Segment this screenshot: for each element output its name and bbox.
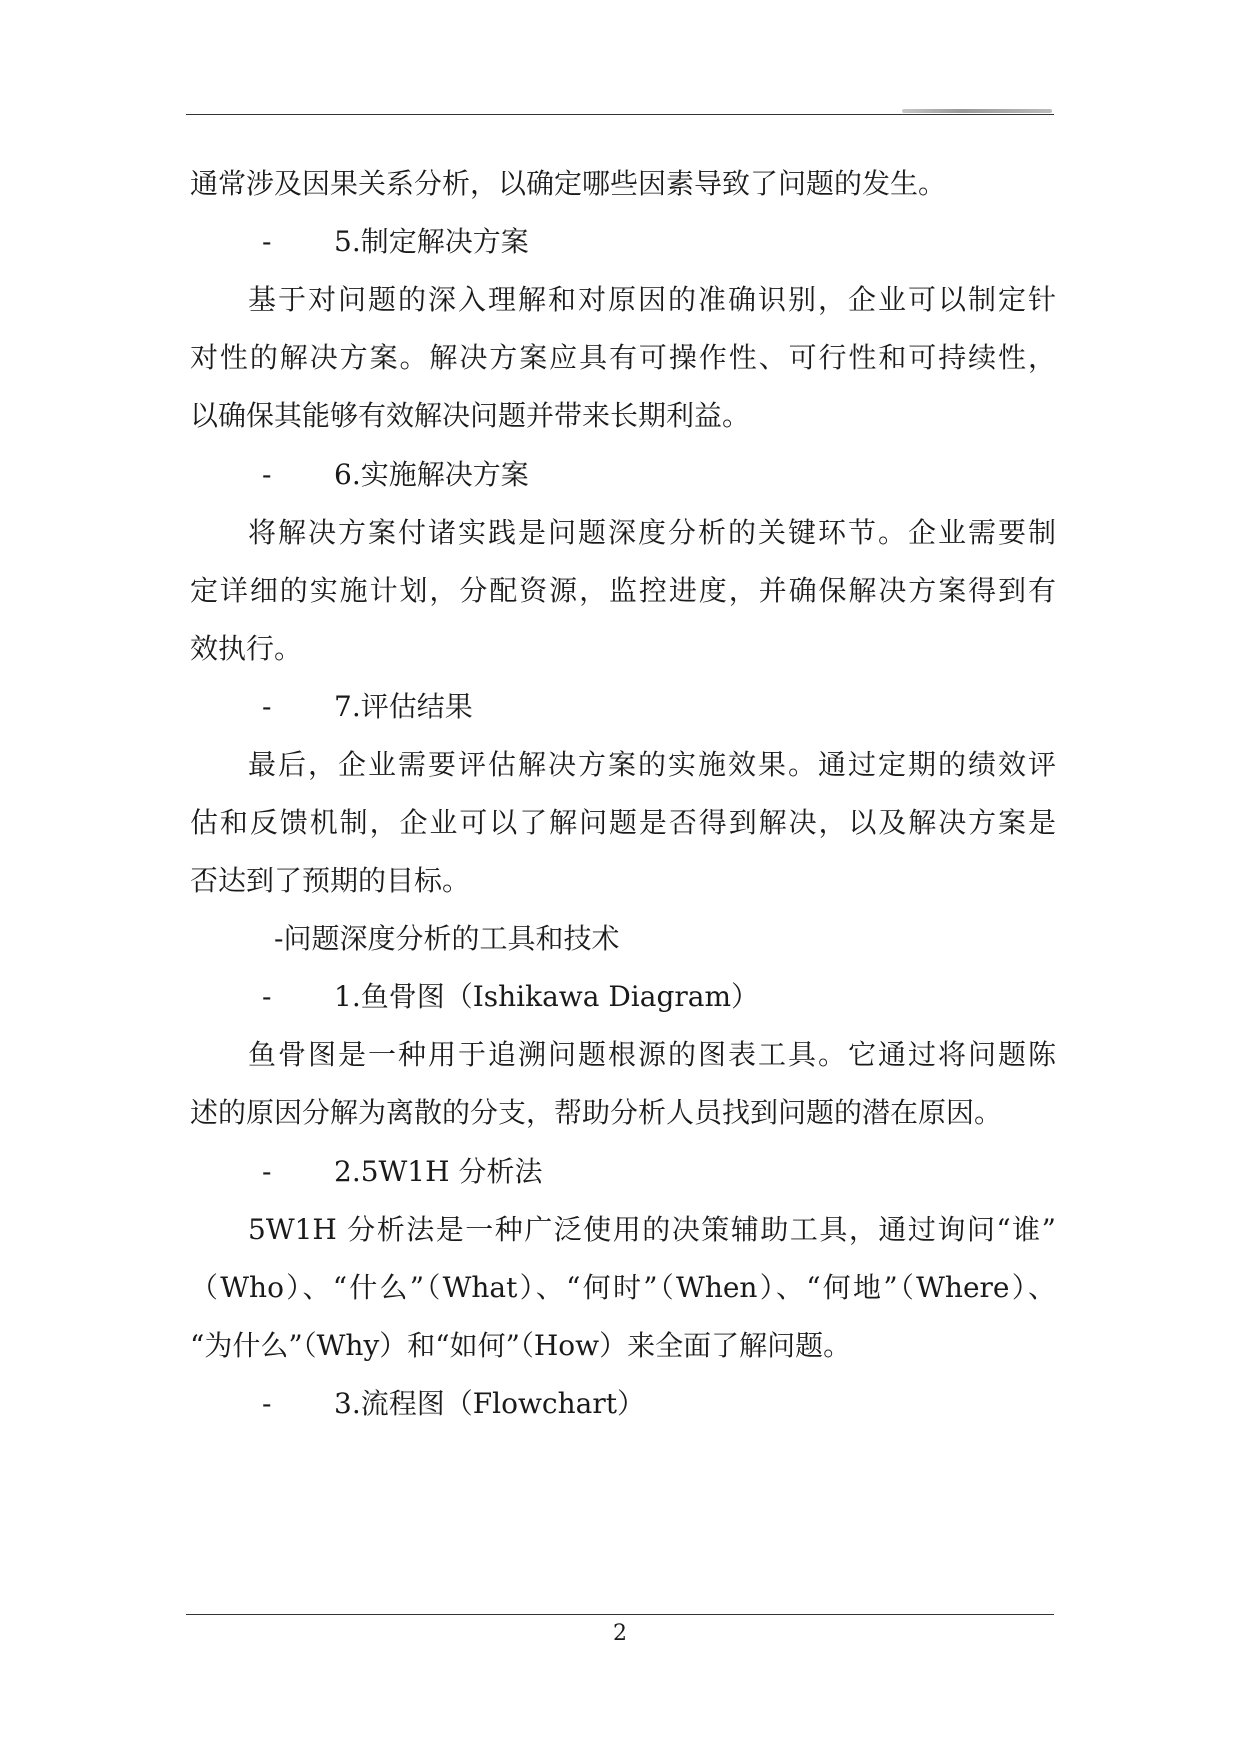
paragraph-line: 对性的解决方案。解决方案应具有可操作性、可行性和可持续性， <box>190 341 1056 374</box>
paragraph-line: 效执行。 <box>190 632 303 665</box>
paragraph-line: 将解决方案付诸实践是问题深度分析的关键环节。企业需要制 <box>248 516 1056 549</box>
footer-rule <box>186 1614 1054 1615</box>
page-number: 2 <box>613 1621 627 1646</box>
paragraph-line: 最后，企业需要评估解决方案的实施效果。通过定期的绩效评 <box>248 748 1056 781</box>
paragraph-line: 鱼骨图是一种用于追溯问题根源的图表工具。它通过将问题陈 <box>248 1038 1056 1071</box>
paragraph-line: “为什么”（Why）和“如何”（How）来全面了解问题。 <box>190 1329 852 1362</box>
paragraph-line: 否达到了预期的目标。 <box>190 864 471 897</box>
paragraph-line: 述的原因分解为离散的分支，帮助分析人员找到问题的潜在原因。 <box>190 1096 1003 1129</box>
list-dash: - <box>262 1155 272 1188</box>
header-rule <box>186 114 1054 115</box>
section-heading: -问题深度分析的工具和技术 <box>274 922 620 955</box>
paragraph-line: （Who）、“什么”（What）、“何时”（When）、“何地”（Where）、 <box>190 1271 1056 1304</box>
list-dash: - <box>262 980 272 1013</box>
paragraph-line: 5W1H 分析法是一种广泛使用的决策辅助工具，通过询问“谁” <box>248 1213 1056 1246</box>
list-dash: - <box>262 225 272 258</box>
header-mark <box>902 109 1052 113</box>
paragraph-line: 以确保其能够有效解决问题并带来长期利益。 <box>190 399 751 432</box>
paragraph-line: 估和反馈机制，企业可以了解问题是否得到解决，以及解决方案是 <box>190 806 1056 839</box>
heading-text: 7.评估结果 <box>334 690 473 723</box>
paragraph-line: 基于对问题的深入理解和对原因的准确识别，企业可以制定针 <box>248 283 1056 316</box>
list-dash: - <box>262 458 272 491</box>
list-dash: - <box>262 690 272 723</box>
heading-text: 2.5W1H 分析法 <box>334 1155 543 1188</box>
heading-text: 1.鱼骨图（Ishikawa Diagram） <box>334 980 760 1013</box>
paragraph-line: 定详细的实施计划，分配资源，监控进度，并确保解决方案得到有 <box>190 574 1056 607</box>
heading-text: 3.流程图（Flowchart） <box>334 1387 645 1420</box>
heading-text: 6.实施解决方案 <box>334 458 529 491</box>
heading-text: 5.制定解决方案 <box>334 225 529 258</box>
paragraph-line: 通常涉及因果关系分析，以确定哪些因素导致了问题的发生。 <box>190 167 947 200</box>
list-dash: - <box>262 1387 272 1420</box>
